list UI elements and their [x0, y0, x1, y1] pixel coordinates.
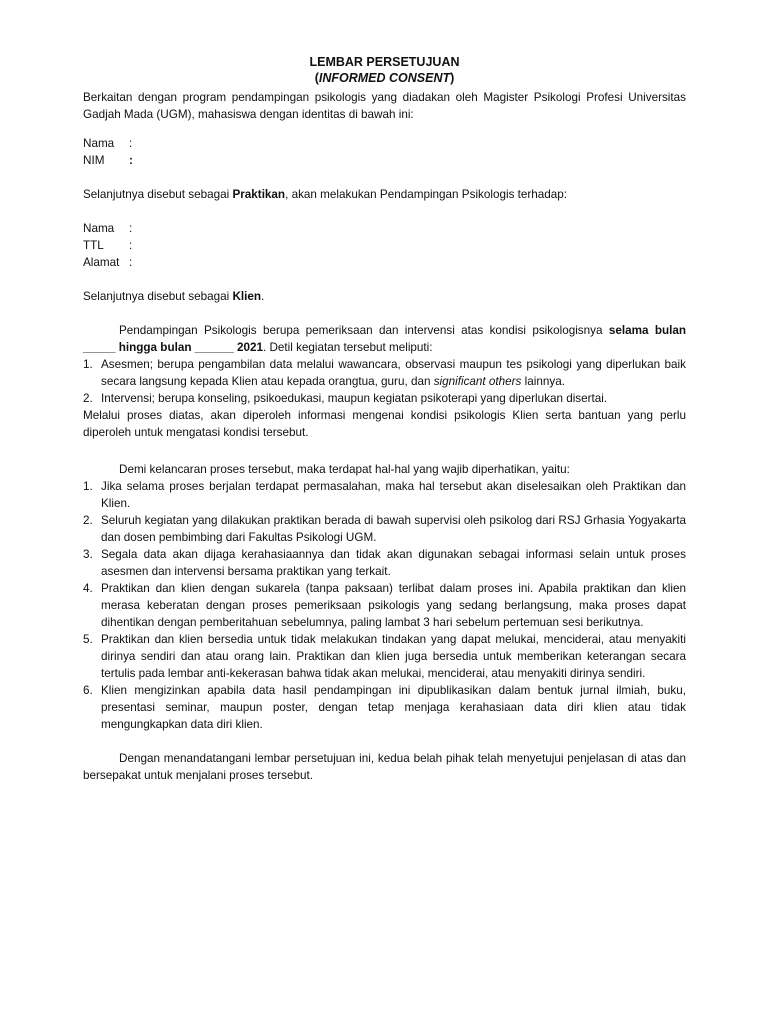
- closing-paragraph: Dengan menandatangani lembar persetujuan ini, kedua belah pihak telah menyetujui penjelasan di atas dan bersepakat untuk menjalani proses tersebut.: [83, 752, 686, 782]
- field-label: Nama: [83, 137, 115, 150]
- client-identity-fields: [83, 220, 686, 271]
- field-label: TTL: [83, 239, 104, 252]
- student-nim-field: [83, 152, 686, 169]
- process-paragraph: Melalui proses diatas, akan diperoleh informasi mengenai kondisi psikologis Klien serta bantuan yang perlu diperoleh untuk mengatasi kondisi tersebut.: [83, 409, 686, 439]
- klien-paragraph: Selanjutnya disebut sebagai Klien.: [83, 290, 265, 303]
- obligations-list: [83, 478, 686, 733]
- praktikan-paragraph: Selanjutnya disebut sebagai Praktikan, akan melakukan Pendampingan Psikologis terhadap:: [83, 188, 568, 201]
- activity-list: [83, 356, 686, 407]
- field-colon: :: [129, 256, 133, 269]
- list-item: 2. Seluruh kegiatan yang dilakukan praktikan berada di bawah supervisi oleh psikolog dari RSJ Grhasia Yogyakarta dan dosen pembimbing dari Fakultas Psikologi UGM.: [83, 514, 686, 544]
- field-colon: :: [129, 239, 133, 252]
- document-title: LEMBAR PERSETUJUAN: [309, 55, 460, 69]
- list-item: 5. Praktikan dan klien bersedia untuk tidak melakukan tindakan yang dapat melukai, menciderai, atau menyakiti dirinya sendiri dan atau orang lain. Praktikan dan klien juga bersedia untuk memberikan keterangan secara tertulis pada lembar anti-kekerasan bahwa tidak akan melukai, menciderai, atau menyakiti dirinya sendiri.: [83, 633, 686, 680]
- student-identity-fields: [83, 135, 686, 169]
- client-name-field: [83, 220, 686, 237]
- activity-paragraph: Pendampingan Psikologis berupa pemeriksaan dan intervensi atas kondisi psikologisnya selama bulan _____ hingga bulan ______ 2021. Detil kegiatan tersebut meliputi:: [83, 324, 686, 354]
- field-colon: :: [129, 222, 133, 235]
- student-name-field: [83, 135, 686, 152]
- field-colon: :: [129, 154, 133, 167]
- field-label: NIM: [83, 154, 105, 167]
- list-item: 1. Jika selama proses berjalan terdapat permasalahan, maka hal tersebut akan diselesaikan oleh Praktikan dan Klien.: [83, 480, 686, 510]
- list-item: 6. Klien mengizinkan apabila data hasil pendampingan ini dipublikasikan dalam bentuk jurnal ilmiah, buku, presentasi seminar, maupun poster, dengan tetap menjaga kerahasiaan data diri klien atau tidak mengungkapkan data diri klien.: [83, 684, 686, 731]
- document-subtitle: (INFORMED CONSENT): [314, 71, 455, 85]
- client-ttl-field: [83, 237, 686, 254]
- intro-paragraph: Berkaitan dengan program pendampingan psikologis yang diadakan oleh Magister Psikologi Profesi Universitas Gadjah Mada (UGM), mahasiswa dengan identitas di bawah ini:: [83, 91, 686, 121]
- field-colon: :: [129, 137, 133, 150]
- obligations-intro: Demi kelancaran proses tersebut, maka terdapat hal-hal yang wajib diperhatikan, yaitu:: [119, 463, 570, 476]
- field-label: Alamat: [83, 256, 120, 269]
- list-item: 3. Segala data akan dijaga kerahasiaannya dan tidak akan digunakan sebagai informasi selain untuk proses asesmen dan intervensi bersama praktikan yang terkait.: [83, 548, 686, 578]
- list-item: 1. Asesmen; berupa pengambilan data melalui wawancara, observasi maupun tes psikologi yang diperlukan baik secara langsung kepada Klien atau kepada orangtua, guru, dan significant others lainnya.: [83, 358, 686, 388]
- client-address-field: [83, 254, 686, 271]
- field-label: Nama: [83, 222, 115, 235]
- list-item: 2. Intervensi; berupa konseling, psikoedukasi, maupun kegiatan psikoterapi yang diperlukan disertai.: [83, 392, 608, 405]
- list-item: 4. Praktikan dan klien dengan sukarela (tanpa paksaan) terlibat dalam proses ini. Apabila praktikan dan klien merasa keberatan dengan proses pemeriksaan psikologis yang sedang berlangsung, maka proses dapat dihentikan dengan pemberitahuan sebelumnya, paling lambat 3 hari sebelum pertemuan sesi berikutnya.: [83, 582, 686, 629]
